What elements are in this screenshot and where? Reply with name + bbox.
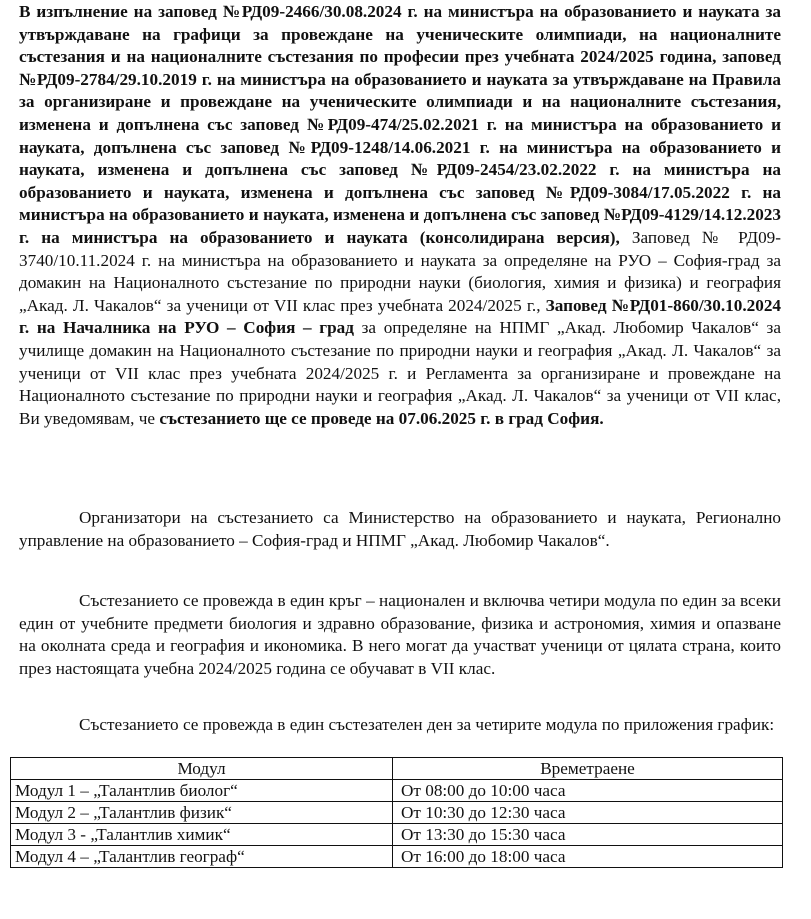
time-cell: От 08:00 до 10:00 часа — [393, 780, 783, 802]
table-row — [11, 780, 783, 802]
module-cell: Модул 4 – „Талантлив географ“ — [11, 846, 393, 868]
competition-date-text: състезанието ще се проведе на 07.06.2025 г. в град София. — [155, 408, 604, 428]
module-cell: Модул 3 - „Талантлив химик“ — [11, 824, 393, 846]
intro-paragraph — [19, 1, 781, 430]
table-row — [11, 824, 783, 846]
competition-description-paragraph: Състезанието се провежда в един кръг – национален и включва четири модула по един за всеки един от учебните предмети биология и здравно образование, физика и астрономия, химия и опазване на околната среда и география и икономика. В него могат да участват ученици от цялата страна, които през настоящата учебна 2024/2025 година се обучават в VII клас. — [19, 591, 781, 678]
module-cell: Модул 1 – „Талантлив биолог“ — [11, 780, 393, 802]
table-header-row — [11, 758, 783, 780]
order-rd09-3740-text: Заповед № РД09-3740/10.11.2024 г. на министъра на образованието и науката за определяне на РУО – София-град за домакин на Националното състезание по природни науки (биология, химия и физика) и география „Акад. Л. Чакалов“ за ученици от VII клас през учебната 2024/2025 г., — [19, 227, 781, 315]
time-cell: От 16:00 до 18:00 часа — [393, 846, 783, 868]
table-row — [11, 846, 783, 868]
table-row — [11, 802, 783, 824]
header-duration: Времетраене — [393, 758, 783, 780]
organizers-paragraph: Организатори на състезанието са Министерство на образованието и науката, Регионално управление на образованието – София-град и НПМГ „Акад. Любомир Чакалов“. — [19, 508, 781, 550]
header-module: Модул — [11, 758, 393, 780]
time-cell: От 13:30 до 15:30 часа — [393, 824, 783, 846]
host-school-text: за определяне на НПМГ „Акад. Любомир Чакалов“ за училище домакин на Националното състезание по природни науки и география „Акад. Л. Чакалов“ за ученици от VII клас през учебната 2024/2025 г. и Регламента за организиране и провеждане на Националното състезание по природни науки и география „Акад. Л. Чакалов“ за ученици от VII клас, Ви уведомявам, че — [19, 318, 781, 428]
schedule-table — [10, 757, 783, 868]
time-cell: От 10:30 до 12:30 часа — [393, 802, 783, 824]
order-rd01-860-text: Заповед №РД01-860/30.10.2024 г. на Началника на РУО – София – град — [19, 295, 782, 338]
schedule-intro-paragraph: Състезанието се провежда в един състезателен ден за четирите модула по приложения график: — [79, 715, 775, 734]
module-cell: Модул 2 – „Талантлив физик“ — [11, 802, 393, 824]
orders-bold-text: В изпълнение на заповед №РД09-2466/30.08.2024 г. на министъра на образованието и науката за утвърждаване на графици за провеждане на ученическите олимпиади, на националните състезания и на националните състезания по професии през учебната 2024/2025 година, заповед №РД09-2784/29.10.2019 г. на министъра на образованието и науката за утвърждаване на Правила за организиране и провеждане на ученическите олимпиади и на националните състезания, изменена и допълнена със заповед №РД09-474/25.02.2021 г. на министъра на образованието и науката, допълнена със заповед №РД09-1248/14.06.2021 г. на министъра на образованието и науката, изменена и допълнена със заповед №РД09-2454/23.02.2022 г. на министъра на образованието и науката, изменена и допълнена със заповед №РД09-3084/17.05.2022 г. на министъра на образованието и науката, изменена и допълнена със заповед №РД09-4129/14.12.2023 г. на министъра на образованието и науката (консолидирана версия), — [19, 2, 781, 247]
